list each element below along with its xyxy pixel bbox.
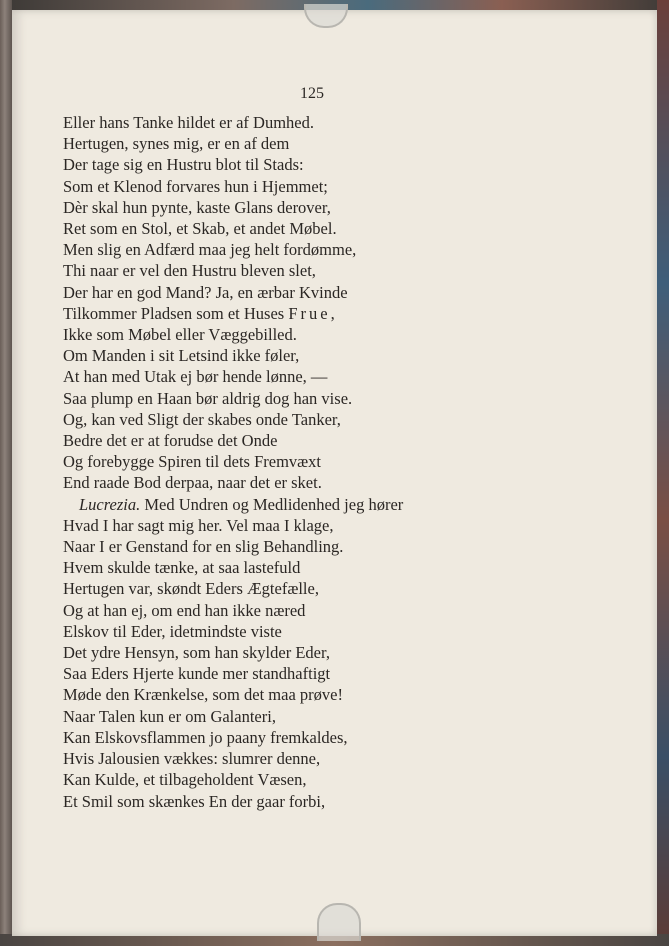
verse-line: Hvis Jalousien vækkes: slumrer denne, (63, 749, 321, 769)
verse-line: Møde den Krænkelse, som det maa prøve! (63, 685, 343, 705)
bottom-page-clip (317, 903, 361, 941)
verse-line: Naar Talen kun er om Galanteri, (63, 706, 276, 726)
verse-line: Saa plump en Haan bør aldrig dog han vise. (63, 388, 353, 408)
verse-punctuation: , (330, 303, 335, 323)
verse-line: Og at han ej, om end han ikke næred (63, 600, 306, 620)
verse-line: Saa Eders Hjerte kunde mer standhaftigt (63, 664, 331, 684)
marbled-edge-right (657, 0, 669, 946)
speaker-verse: Med Undren og Medlidenhed jeg hører (144, 494, 404, 514)
verse-line: Ikke som Møbel eller Væggebilled. (63, 325, 297, 345)
verse-line (63, 303, 623, 324)
verse-line: Naar I er Genstand for en slig Behandling. (63, 537, 344, 557)
verse-line: Som et Klenod forvares hun i Hjemmet; (63, 176, 328, 196)
verse-line: Og forebygge Spiren til dets Fremvæxt (63, 452, 322, 472)
verse-line: Hvem skulde tænke, at saa lastefuld (63, 558, 301, 578)
verse-line: Om Manden i sit Letsind ikke føler, (63, 346, 300, 366)
verse-line: Thi naar er vel den Hustru bleven slet, (63, 261, 316, 281)
verse-text-segment: Tilkommer Pladsen som et Huses (63, 303, 285, 323)
verse-line: End raade Bod derpaa, naar det er sket. (63, 473, 322, 493)
verse-line: Der tage sig en Hustru blot til Stads: (63, 155, 304, 175)
verse-text (63, 112, 623, 812)
verse-line: Men slig en Adfærd maa jeg helt fordømme, (63, 240, 357, 260)
marbled-edge-left (0, 0, 12, 946)
verse-line: Det ydre Hensyn, som han skylder Eder, (63, 643, 330, 663)
book-page (12, 10, 657, 936)
verse-line: Bedre det er at forudse det Onde (63, 431, 278, 451)
verse-line: Og, kan ved Sligt der skabes onde Tanker, (63, 409, 341, 429)
verse-line: Dèr skal hun pynte, kaste Glans derover, (63, 197, 331, 217)
verse-line: Kan Kulde, et tilbageholdent Væsen, (63, 770, 307, 790)
speaker-name: Lucrezia. (79, 494, 141, 514)
verse-line: Hvad I har sagt mig her. Vel maa I klage, (63, 515, 334, 535)
verse-line: At han med Utak ej bør hende lønne, — (63, 367, 328, 387)
speaker-line (63, 494, 623, 515)
verse-line: Eller hans Tanke hildet er af Dumhed. (63, 113, 314, 132)
verse-line: Hertugen, synes mig, er en af dem (63, 134, 290, 154)
verse-line: Hertugen var, skøndt Eders Ægtefælle, (63, 579, 319, 599)
page-number: 125 (300, 85, 324, 102)
verse-line: Ret som en Stol, et Skab, et andet Møbel. (63, 219, 337, 239)
verse-line: Kan Elskovsflammen jo paany fremkaldes, (63, 727, 348, 747)
top-page-clip (304, 4, 348, 28)
verse-line: Der har en god Mand? Ja, en ærbar Kvinde (63, 282, 348, 302)
verse-line: Et Smil som skænkes En der gaar forbi, (63, 791, 326, 811)
verse-line: Elskov til Eder, idetmindste viste (63, 621, 282, 641)
spaced-word: Frue (288, 303, 331, 323)
